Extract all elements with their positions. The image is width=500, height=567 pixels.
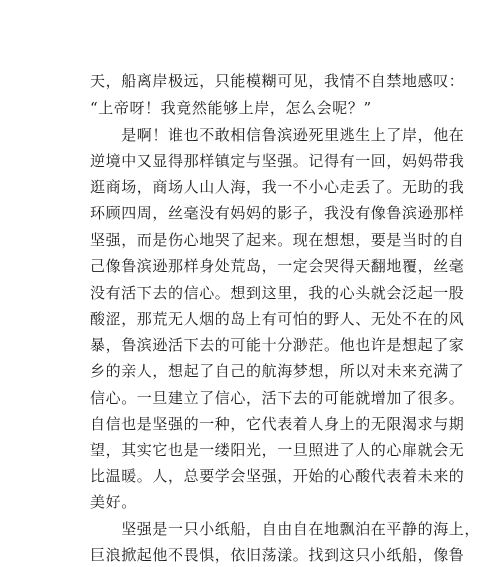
text-line: 美好。 — [90, 493, 137, 511]
text-line: 逛商场，商场人山人海，我一不小心走丢了。无助的我 — [90, 178, 465, 196]
text-line: 暴，鲁滨逊活下去的可能十分渺茫。他也许是想起了家 — [90, 336, 465, 354]
text-line: 坚强是一只小纸船，自由自在地飘泊在平静的海上， — [90, 520, 481, 538]
text-line: 巨浪掀起他不畏惧，依旧荡漾。找到这只小纸船，像鲁 — [90, 546, 465, 564]
text-line: 自信也是坚强的一种，它代表着人身上的无限渴求与期 — [90, 415, 465, 433]
text-line: 己像鲁滨逊那样身处荒岛，一定会哭得天翻地覆，丝毫 — [90, 257, 465, 275]
text-line: 天，船离岸极远，只能模糊可见，我情不自禁地感叹： — [90, 72, 465, 90]
text-line: 乡的亲人，想起了自己的航海梦想，所以对未来充满了 — [90, 362, 465, 380]
text-line: 酸涩，那荒无人烟的岛上有可怕的野人、无处不在的风 — [90, 310, 465, 328]
text-line: 逆境中又显得那样镇定与坚强。记得有一回，妈妈带我 — [90, 152, 465, 170]
text-line: “上帝呀！我竟然能够上岸，怎么会呢？” — [90, 99, 372, 117]
text-line: 比温暖。人，总要学会坚强，开始的心酸代表着未来的 — [90, 467, 465, 485]
text-line: 信心。一旦建立了信心，活下去的可能就增加了很多。 — [90, 389, 465, 407]
text-line: 坚强，而是伤心地哭了起来。现在想想，要是当时的自 — [90, 231, 465, 249]
text-line: 是啊！谁也不敢相信鲁滨逊死里逃生上了岸，他在 — [90, 126, 465, 144]
text-line: 没有活下去的信心。想到这里，我的心头就会泛起一股 — [90, 284, 465, 302]
text-line: 环顾四周，丝毫没有妈妈的影子，我没有像鲁滨逊那样 — [90, 204, 465, 222]
text-line: 望，其实它也是一缕阳光，一旦照进了人的心扉就会无 — [90, 441, 465, 459]
